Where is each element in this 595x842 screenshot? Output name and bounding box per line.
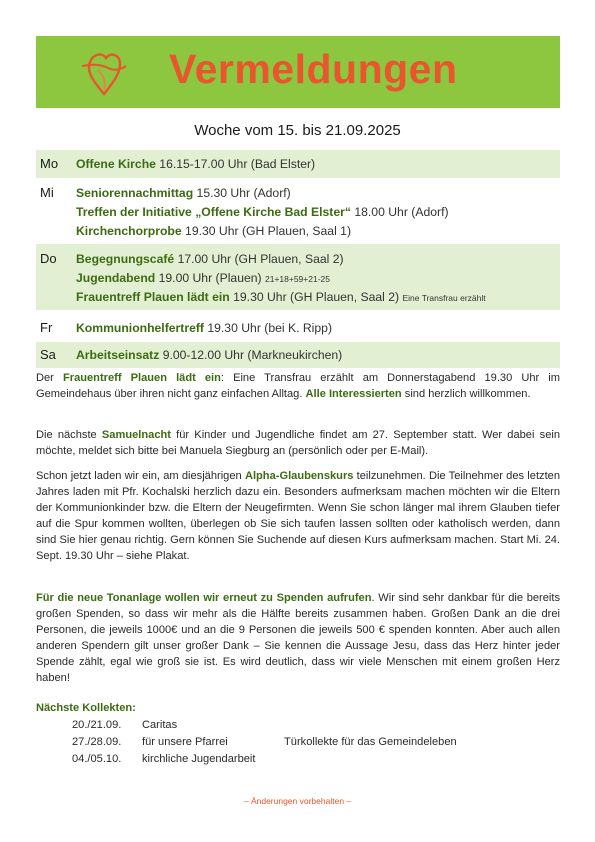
kollekte-date: 27./28.09.: [72, 736, 122, 748]
event-line: [76, 252, 344, 266]
text: Die nächste: [36, 429, 102, 441]
event-name: Kirchenchorprobe: [76, 224, 182, 238]
event-detail: 19.00 Uhr (Plauen): [155, 271, 265, 285]
event-detail: 18.00 Uhr (Adorf): [350, 205, 449, 219]
highlight: Alpha-Glaubenskurs: [244, 470, 354, 482]
schedule-row-mi: [36, 180, 560, 242]
page-title: Vermeldungen: [169, 46, 458, 92]
event-name: Jugendabend: [76, 271, 156, 285]
event-line: [76, 186, 291, 200]
text: : Eine Transfrau erzählt am Donnerstagabend 19.30 Uhr im Gemeindehaus über ihren nicht ganz einfachen Alltag.: [36, 372, 560, 400]
kollekte-purpose: kirchliche Jugendarbeit: [142, 753, 256, 765]
text: . Wir sind sehr dankbar für die bereits großen Spenden, so dass wir mehr als die Hälfte bereits zusammen haben. Großen Dank an die drei Personen, die jeweils 1000€ und an die 9 Personen die jeweils 500 € spenden konnten. Aber auch allen anderen Spendern gilt unser großer Dank – Sie kennen die Aussage Jesu, dass das Herz hinter jeder Spende zählt, egal wie groß sie ist. Es wird deutlich, dass wir viele Menschen mit einem großen Herz haben!: [36, 592, 560, 684]
event-detail: 15.30 Uhr (Adorf): [193, 186, 291, 200]
event-name: Kommunionhelfertreff: [76, 321, 204, 335]
paragraph-alpha-kurs: [36, 468, 560, 564]
event-detail: 16.15-17.00 Uhr (Bad Elster): [155, 157, 316, 171]
text: für Kinder und Jugendliche findet am 27. September statt. Wer dabei sein möchte, meldet sich bitte bei Manuela Siegburg an (persönlich oder per E-Mail).: [36, 429, 560, 457]
paragraph-samuelnacht: [36, 427, 560, 459]
event-detail: 19.30 Uhr (GH Plauen, Saal 1): [181, 224, 352, 238]
event-name: Begegnungscafé: [76, 252, 175, 266]
event-name: Frauentreff Plauen lädt ein: [76, 290, 230, 304]
day-label: Fr: [40, 320, 53, 335]
event-line: [76, 348, 342, 362]
event-note: Eine Transfrau erzählt: [402, 293, 486, 303]
event-name: Arbeitseinsatz: [76, 348, 160, 362]
schedule-row-mo: [36, 150, 560, 178]
kollekte-purpose: für unsere Pfarrei: [142, 736, 228, 748]
kollekte-extra: Türkollekte für das Gemeindeleben: [284, 736, 457, 748]
event-line: [76, 321, 332, 335]
paragraph-frauentreff: [36, 370, 560, 402]
text: Schon jetzt laden wir ein, am diesjährigen: [36, 470, 245, 482]
event-line: [76, 290, 486, 304]
highlight: Samuelnacht: [101, 429, 171, 441]
highlight: Alle Interessierten: [305, 388, 402, 400]
highlight: Frauentreff Plauen lädt ein: [62, 372, 221, 384]
heart-pin-logo-icon: [80, 46, 130, 98]
event-detail: 19.30 Uhr (GH Plauen, Saal 2): [229, 290, 403, 304]
event-name: Seniorennachmittag: [76, 186, 194, 200]
week-heading: Woche vom 15. bis 21.09.2025: [194, 122, 401, 139]
highlight: Für die neue Tonanlage wollen wir erneut zu Spenden aufrufen: [36, 592, 372, 604]
paragraph-tonanlage: [36, 590, 560, 686]
event-detail: 19.30 Uhr (bei K. Ripp): [203, 321, 332, 335]
event-line: [76, 271, 330, 285]
kollekte-date: 04./05.10.: [72, 753, 122, 765]
day-label: Mi: [40, 185, 54, 200]
event-line: [76, 224, 351, 238]
schedule-row-fr: [36, 312, 560, 340]
event-detail: 9.00-12.00 Uhr (Markneukirchen): [159, 348, 343, 362]
footer-note: – Änderungen vorbehalten –: [243, 796, 352, 806]
event-line: [76, 157, 315, 171]
day-label: Sa: [40, 347, 56, 362]
event-line: [76, 205, 449, 219]
schedule-row-sa: [36, 342, 560, 368]
event-name: Treffen der Initiative „Offene Kirche Bad Elster“: [76, 205, 351, 219]
header-banner: [36, 36, 560, 108]
kollekten-heading: Nächste Kollekten:: [36, 702, 136, 714]
day-label: Mo: [40, 156, 59, 171]
schedule-row-do: [36, 244, 560, 310]
text: Der: [36, 372, 63, 384]
day-label: Do: [40, 251, 57, 266]
event-name: Offene Kirche: [76, 157, 156, 171]
kollekte-purpose: Caritas: [142, 719, 178, 731]
kollekte-date: 20./21.09.: [72, 719, 122, 731]
text: sind herzlich willkommen.: [401, 388, 531, 400]
event-detail: 17.00 Uhr (GH Plauen, Saal 2): [174, 252, 344, 266]
event-note: 21+18+59+21-25: [264, 274, 330, 284]
text: teilzunehmen. Die Teilnehmer des letzten Jahres laden mit Pfr. Kochalski herzlich dazu ein. Besonders aufmerksam machen möchten wir die Eltern der Kommunionkinder bzw. die Eltern der Neugefirmten. Wenn Sie schon länger mal ihrem Glauben tiefer auf die Spur kommen wollten, überlegen ob Sie sich taufen lassen sollten oder katholisch werden, dann sind Sie hier genau richtig. Gern können Sie Suchende auf diesen Kurs aufmerksam machen. Start Mi. 24. Sept. 19.30 Uhr – siehe Plakat.: [36, 470, 560, 562]
